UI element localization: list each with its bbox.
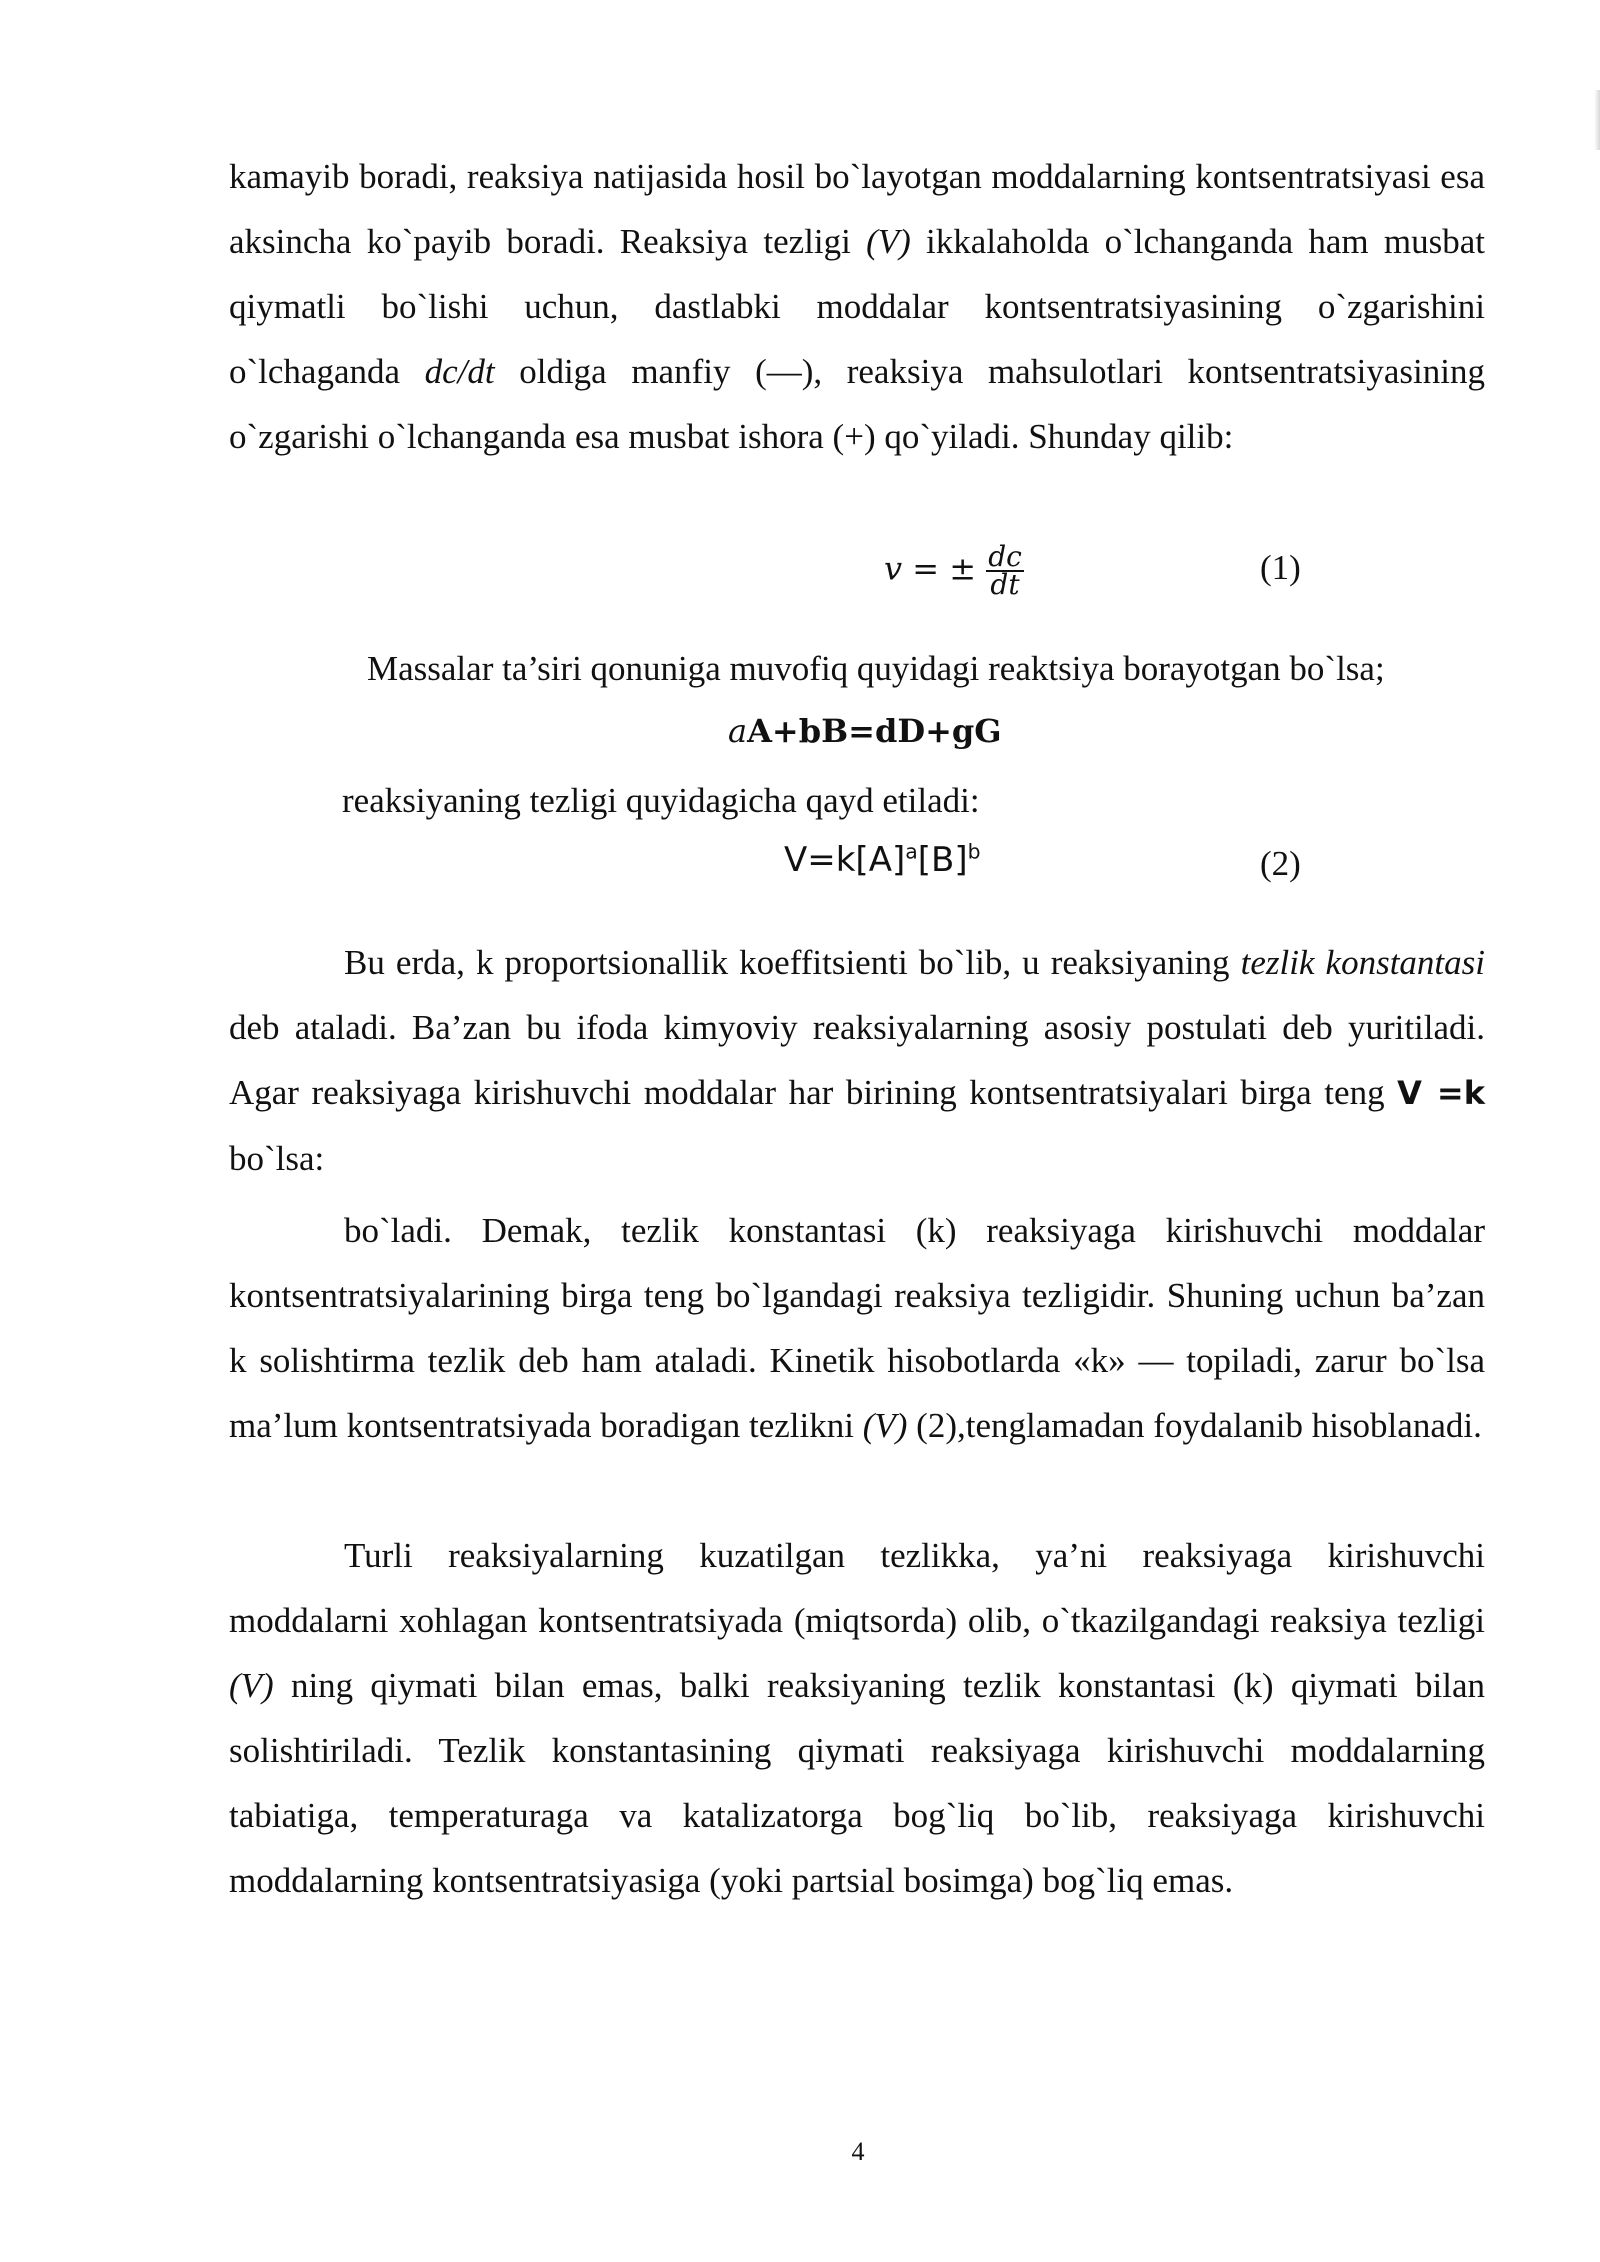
- paragraph-4-italic-v: (V): [229, 1666, 274, 1705]
- paragraph-2-part-1: Bu erda, k proportsionallik koeffitsienti bo`lib, u reaksiyaning: [344, 943, 1241, 982]
- paragraph-4: [229, 1523, 1485, 1913]
- formula-1-denominator: dt: [990, 568, 1020, 601]
- paragraph-4-part-1: Turli reaksiyalarning kuzatilgan tezlikka, ya’ni reaksiyaga kirishuvchi moddalarni xohlagan kontsentratsiyada (miqtsorda) olib, o`tkazilgandagi reaksiya tezligi: [229, 1536, 1485, 1640]
- paragraph-2-text: [229, 930, 1485, 1191]
- formula-2-row: [0, 836, 1600, 906]
- paragraph-2-inline-formula: V =k: [1397, 1074, 1485, 1112]
- rate-expression-intro: reaksiyaning tezligi quyidagicha qayd etiladi:: [342, 781, 980, 820]
- formula-1-row: [0, 540, 1600, 610]
- formula-1-lhs: v = ±: [884, 549, 977, 588]
- reaction-equation: [728, 712, 1002, 750]
- formula-2-mid: [B]: [917, 840, 968, 880]
- formula-1: [884, 540, 1024, 601]
- paragraph-3-text: [229, 1198, 1485, 1458]
- paragraph-3-part-1: bo`ladi. Demak, tezlik konstantasi (k) reaksiyaga kirishuvchi moddalar kontsentratsiyalarining birga teng bo`lgandagi reaksiya tezligidir. Shuning uchun ba’zan k solishtirma tezlik deb ham ataladi. Kinetik hisobotlarda «k» — topiladi, zarur bo`lsa ma’lum kontsentratsiyada boradigan tezlikni: [229, 1211, 1485, 1445]
- paragraph-4-text: [229, 1523, 1485, 1913]
- law-of-mass-action-line: Massalar ta’siri qonuniga muvofiq quyidagi reaktsiya borayotgan bo`lsa;: [367, 649, 1385, 688]
- paragraph-1-part-2: ikkalaholda o`lchanganda ham musbat qiymatli bo`lishi uchun, dastlabki moddalar kontsentratsiyasining o`zgarishini o`lchaganda: [229, 222, 1485, 391]
- paragraph-2: [229, 930, 1485, 1191]
- page-number: 4: [851, 2137, 865, 2166]
- reaction-coefficient-a: a: [728, 712, 748, 750]
- formula-2-exponent-b: b: [967, 839, 981, 864]
- formula-2: [784, 840, 981, 880]
- paragraph-1: [229, 144, 1485, 469]
- paragraph-3: [229, 1198, 1485, 1458]
- formula-1-numerator: dc: [988, 540, 1022, 573]
- paragraph-1-part-3: oldiga manfiy (—), reaksiya mahsulotlari kontsentratsiyasining o`zgarishi o`lchanganda esa musbat ishora (+) qo`yiladi. Shunday qilib:: [229, 352, 1485, 456]
- formula-2-exponent-a: a: [905, 839, 918, 864]
- paragraph-2-part-3: bo`lsa:: [229, 1139, 325, 1178]
- paragraph-1-text: [229, 144, 1485, 469]
- paragraph-1-italic-v: (V): [866, 222, 911, 261]
- paragraph-2-italic-term: tezlik konstantasi: [1240, 943, 1486, 982]
- paragraph-3-part-2: (2),tenglamadan foydalanib hisoblanadi.: [907, 1406, 1482, 1445]
- formula-2-lhs: V=k[A]: [784, 840, 906, 880]
- formula-1-number: (1): [1260, 548, 1301, 587]
- scan-edge-mark: [1594, 90, 1600, 150]
- reaction-rest: A+bB=dD+gG: [747, 712, 1002, 750]
- paragraph-4-part-2: ning qiymati bilan emas, balki reaksiyaning tezlik konstantasi (k) qiymati bilan solishtiriladi. Tezlik konstantasining qiymati reaksiyaga kirishuvchi moddalarning tabiatiga, temperaturaga va katalizatorga bog`liq bo`lib, reaksiyaga kirishuvchi moddalarning kontsentratsiyasiga (yoki partsial bosimga) bog`liq emas.: [229, 1666, 1485, 1900]
- formula-1-fraction: [986, 540, 1024, 601]
- paragraph-1-part-1: kamayib boradi, reaksiya natijasida hosil bo`layotgan moddalarning kontsentratsiyasi esa aksincha ko`payib boradi. Reaksiya tezligi: [229, 157, 1485, 261]
- paragraph-3-italic-v: (V): [862, 1406, 908, 1445]
- paragraph-2-part-2: deb ataladi. Ba’zan bu ifoda kimyoviy reaksiyalarning asosiy postulati deb yuritiladi. Agar reaksiyaga kirishuvchi moddalar har birining kontsentratsiyalari birga teng: [229, 1008, 1485, 1112]
- paragraph-1-italic-dcdt: dc/dt: [424, 352, 495, 391]
- formula-2-number: (2): [1260, 844, 1301, 883]
